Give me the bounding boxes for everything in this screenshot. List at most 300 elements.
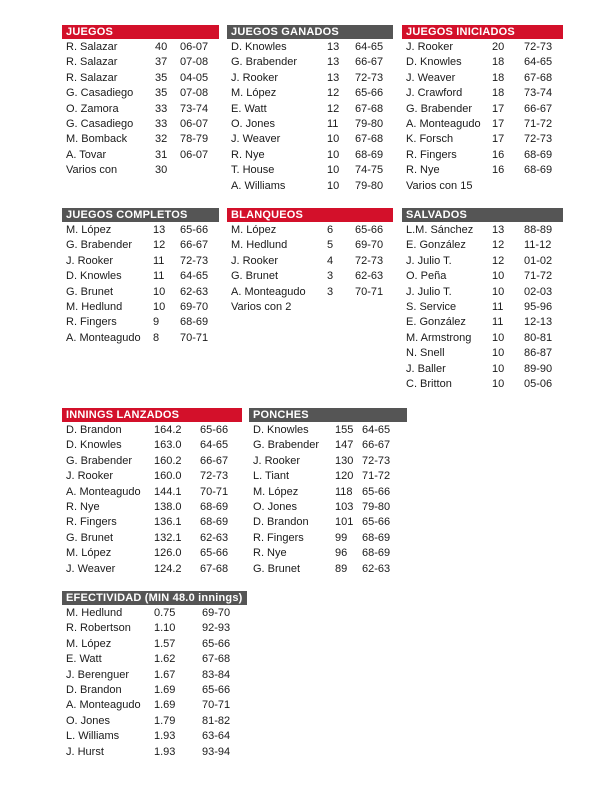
stat-value: 118	[335, 485, 353, 498]
stat-value: 160.0	[154, 470, 182, 483]
season: 72-73	[524, 41, 553, 53]
table-row	[62, 331, 219, 346]
table-row	[62, 71, 219, 86]
season: 67-68	[355, 102, 384, 115]
stat-value: 12	[492, 239, 505, 252]
player-name: G. Brabender	[66, 454, 133, 467]
stat-value: 37	[155, 56, 168, 69]
player-name: G. Casadiego	[66, 87, 134, 100]
stat-value: 12	[492, 254, 505, 267]
table-footer: Varios con 15	[406, 179, 473, 192]
table-row	[62, 223, 219, 238]
stat-value: 18	[492, 56, 505, 69]
stat-value: 10	[327, 148, 340, 161]
stat-value: 13	[327, 56, 340, 69]
season: 65-66	[202, 637, 231, 650]
stat-value: 1.79	[154, 714, 176, 727]
season: 86-87	[524, 347, 553, 360]
season: 06-07	[180, 41, 209, 53]
season: 64-65	[524, 56, 553, 69]
table-row	[62, 606, 247, 621]
season: 88-89	[524, 224, 553, 236]
season: 68-69	[362, 547, 391, 560]
player-name: G. Brunet	[253, 562, 301, 575]
table-row	[227, 86, 393, 101]
player-name: A. Monteagudo	[66, 699, 141, 712]
season: 83-84	[202, 668, 231, 681]
table-row	[402, 238, 563, 253]
season: 72-73	[362, 454, 391, 467]
table-row	[227, 71, 393, 86]
table-header: JUEGOS COMPLETOS	[62, 208, 219, 222]
season: 73-74	[524, 87, 553, 100]
table-row	[62, 637, 247, 652]
player-name: R. Salazar	[66, 56, 118, 69]
season: 71-72	[524, 117, 553, 130]
player-name: D. Knowles	[406, 56, 462, 69]
stat-value: 130	[335, 454, 354, 467]
table-row	[402, 40, 563, 55]
season: 66-67	[524, 102, 553, 115]
table-row	[227, 55, 393, 70]
season: 72-73	[180, 254, 209, 267]
stat-value: 124.2	[154, 562, 182, 575]
stat-value: 11	[327, 117, 339, 130]
player-name: J. Crawford	[406, 87, 463, 100]
table-row	[402, 117, 563, 132]
player-name: R. Fingers	[253, 531, 304, 544]
table-row	[402, 346, 563, 361]
stat-value: 120	[335, 470, 354, 483]
table-row	[62, 621, 247, 636]
table-row	[402, 362, 563, 377]
table-row	[62, 163, 219, 178]
stat-value: 18	[492, 71, 505, 84]
stat-value: 32	[155, 133, 168, 146]
season: 67-68	[202, 653, 231, 666]
table-row	[62, 55, 219, 70]
table-row	[402, 163, 563, 178]
table-row	[62, 546, 242, 561]
stat-value: 12	[327, 102, 340, 115]
player-name: T. House	[231, 164, 275, 177]
season: 64-65	[180, 270, 209, 283]
player-name: M. López	[231, 87, 277, 100]
player-name: G. Brabender	[66, 239, 133, 252]
table-row	[62, 683, 247, 698]
season: 68-69	[524, 148, 553, 161]
table-row	[227, 179, 393, 194]
player-name: J. Baller	[406, 362, 446, 375]
stat-table-salvados	[402, 208, 563, 392]
table-row	[62, 668, 247, 683]
season: 62-63	[200, 531, 229, 544]
season: 65-66	[362, 516, 391, 529]
season: 68-69	[362, 531, 391, 544]
season: 79-80	[355, 117, 384, 130]
player-name: A. Monteagudo	[66, 485, 141, 498]
stat-value: 10	[492, 362, 505, 375]
player-name: R. Nye	[66, 500, 100, 513]
season: 72-73	[524, 133, 553, 146]
stat-value: 96	[335, 547, 348, 560]
stat-value: 12	[153, 239, 166, 252]
stat-value: 10	[492, 285, 505, 298]
season: 07-08	[180, 56, 209, 69]
table-row	[402, 132, 563, 147]
stat-value: 13	[153, 224, 166, 236]
season: 06-07	[180, 148, 209, 161]
table-row	[402, 148, 563, 163]
table-row	[62, 300, 219, 315]
stat-value: 13	[327, 71, 340, 84]
season: 70-71	[200, 485, 229, 498]
table-row	[62, 269, 219, 284]
table-row	[62, 40, 219, 55]
season: 12-13	[524, 316, 553, 329]
table-header: BLANQUEOS	[227, 208, 393, 222]
player-name: G. Brunet	[231, 270, 279, 283]
table-row	[249, 423, 407, 438]
stat-value: 136.1	[154, 516, 182, 529]
player-name: M. Hedlund	[66, 607, 123, 619]
player-name: D. Knowles	[66, 270, 122, 283]
stat-value: 89	[335, 562, 348, 575]
stat-value: 1.67	[154, 668, 176, 681]
stat-value: 17	[492, 133, 505, 146]
stat-value: 11	[492, 300, 504, 313]
stat-value: 17	[492, 117, 505, 130]
player-name: N. Snell	[406, 347, 445, 360]
table-row	[402, 86, 563, 101]
player-name: J. Rooker	[406, 41, 454, 53]
player-name: R. Nye	[406, 164, 440, 177]
table-header: PONCHES	[249, 408, 407, 422]
table-row	[62, 652, 247, 667]
table-row	[402, 223, 563, 238]
stat-value: 16	[492, 164, 505, 177]
season: 64-65	[362, 424, 391, 436]
stat-value: 35	[155, 71, 168, 84]
player-name: R. Salazar	[66, 71, 118, 84]
player-name: A. Tovar	[66, 148, 107, 161]
table-row	[62, 698, 247, 713]
season: 66-67	[180, 239, 209, 252]
table-row	[227, 223, 393, 238]
stat-value: 5	[327, 239, 334, 252]
season: 66-67	[200, 454, 229, 467]
season: 95-96	[524, 300, 553, 313]
season: 67-68	[355, 133, 384, 146]
table-row	[249, 469, 407, 484]
season: 65-66	[355, 87, 384, 100]
stat-value: 1.69	[154, 683, 176, 696]
player-name: J. Hurst	[66, 745, 104, 758]
player-name: R. Fingers	[406, 148, 457, 161]
table-row	[62, 714, 247, 729]
season: 68-69	[200, 500, 229, 513]
table-row	[249, 562, 407, 577]
table-row	[227, 102, 393, 117]
stat-value: 10	[492, 270, 505, 283]
season: 65-66	[180, 224, 209, 236]
table-row	[62, 285, 219, 300]
table-row	[227, 117, 393, 132]
player-name: J. Berenguer	[66, 668, 129, 681]
player-name: G. Brabender	[253, 439, 320, 452]
stat-value: 103	[335, 500, 354, 513]
season: 70-71	[355, 285, 384, 298]
stat-table-juegos-iniciados	[402, 25, 563, 194]
table-row	[227, 238, 393, 253]
player-name: L.M. Sánchez	[406, 224, 474, 236]
player-name: A. Williams	[231, 179, 286, 192]
player-name: M. Hedlund	[66, 300, 123, 313]
season: 62-63	[355, 270, 384, 283]
player-name: E. Watt	[231, 102, 267, 115]
table-row	[402, 331, 563, 346]
season: 78-79	[180, 133, 209, 146]
player-name: J. Weaver	[66, 562, 116, 575]
season: 06-07	[180, 117, 209, 130]
player-name: D. Brandon	[253, 516, 309, 529]
table-row	[62, 729, 247, 744]
table-row	[62, 485, 242, 500]
season: 93-94	[202, 745, 231, 758]
stat-value: 16	[492, 148, 505, 161]
stat-table-efectividad	[62, 591, 247, 760]
season: 67-68	[200, 562, 229, 575]
table-row	[62, 438, 242, 453]
season: 80-81	[524, 331, 553, 344]
table-row	[249, 485, 407, 500]
stat-value: 10	[153, 285, 166, 298]
season: 73-74	[180, 102, 209, 115]
player-name: G. Casadiego	[66, 117, 134, 130]
player-name: J. Weaver	[406, 71, 456, 84]
stat-value: 40	[155, 41, 168, 53]
season: 79-80	[355, 179, 384, 192]
stat-table-innings-lanzados	[62, 408, 242, 577]
season: 79-80	[362, 500, 391, 513]
table-row	[402, 102, 563, 117]
player-name: M. López	[66, 224, 112, 236]
table-header: EFECTIVIDAD (MIN 48.0 innings)	[62, 591, 247, 605]
table-row	[249, 515, 407, 530]
player-name: D. Knowles	[253, 424, 309, 436]
table-row	[62, 562, 242, 577]
player-name: M. López	[253, 485, 299, 498]
season: 89-90	[524, 362, 553, 375]
season: 71-72	[362, 470, 391, 483]
table-row	[402, 269, 563, 284]
season: 65-66	[362, 485, 391, 498]
player-name: L. Tiant	[253, 470, 290, 483]
season: 63-64	[202, 730, 231, 743]
stat-value: 3	[327, 285, 334, 298]
player-name: A. Monteagudo	[231, 285, 306, 298]
table-row	[227, 148, 393, 163]
stat-value: 99	[335, 531, 348, 544]
player-name: O. Peña	[406, 270, 447, 283]
player-name: D. Knowles	[66, 439, 122, 452]
table-row	[249, 438, 407, 453]
player-name: R. Salazar	[66, 41, 118, 53]
table-row	[62, 469, 242, 484]
table-row	[227, 40, 393, 55]
player-name: J. Julio T.	[406, 254, 452, 267]
season: 72-73	[355, 254, 384, 267]
stat-value: 1.10	[154, 622, 176, 635]
player-name: M. López	[231, 224, 277, 236]
stat-value: 0.75	[154, 607, 176, 619]
stat-value: 164.2	[154, 424, 182, 436]
stat-value: 4	[327, 254, 334, 267]
stat-value: 10	[327, 133, 340, 146]
table-header: INNINGS LANZADOS	[62, 408, 242, 422]
player-name: M. López	[66, 637, 112, 650]
season: 81-82	[202, 714, 231, 727]
player-name: G. Brunet	[66, 285, 114, 298]
stat-value: 10	[492, 377, 505, 390]
table-row	[227, 285, 393, 300]
table-header: JUEGOS GANADOS	[227, 25, 393, 39]
season: 04-05	[180, 71, 209, 84]
season: 64-65	[355, 41, 384, 53]
stat-value: 11	[492, 316, 504, 329]
player-name: J. Rooker	[231, 254, 279, 267]
stat-value: 6	[327, 224, 334, 236]
season: 66-67	[355, 56, 384, 69]
stat-table-juegos-ganados	[227, 25, 393, 194]
season: 68-69	[180, 316, 209, 329]
table-row	[62, 745, 247, 760]
stat-value: 18	[492, 87, 505, 100]
stat-value: 126.0	[154, 547, 182, 560]
stat-value: 163.0	[154, 439, 182, 452]
stat-value: 35	[155, 87, 168, 100]
table-row	[227, 163, 393, 178]
player-name: J. Rooker	[66, 254, 114, 267]
player-name: R. Nye	[231, 148, 265, 161]
player-name: K. Forsch	[406, 133, 454, 146]
player-name: D. Brandon	[66, 424, 122, 436]
table-row	[249, 546, 407, 561]
season: 65-66	[200, 424, 229, 436]
table-row	[249, 500, 407, 515]
stat-value: 147	[335, 439, 354, 452]
stat-value: 101	[335, 516, 354, 529]
player-name: R. Robertson	[66, 622, 131, 635]
table-row	[62, 500, 242, 515]
stat-value: 10	[327, 164, 340, 177]
player-name: R. Fingers	[66, 316, 117, 329]
player-name: A. Monteagudo	[406, 117, 481, 130]
stat-value: 144.1	[154, 485, 182, 498]
player-name: M. López	[66, 547, 112, 560]
player-name: G. Brunet	[66, 531, 114, 544]
player-name: E. González	[406, 239, 466, 252]
player-name: J. Rooker	[231, 71, 279, 84]
stat-value: 33	[155, 102, 168, 115]
stat-value: 3	[327, 270, 334, 283]
table-row	[62, 102, 219, 117]
stat-value: 11	[153, 254, 165, 267]
player-name: O. Jones	[253, 500, 298, 513]
table-row	[402, 285, 563, 300]
stat-value: 9	[153, 316, 160, 329]
stat-value: 155	[335, 424, 354, 436]
table-row	[249, 531, 407, 546]
stat-table-ponches	[249, 408, 407, 577]
player-name: M. Armstrong	[406, 331, 472, 344]
player-name: G. Brabender	[406, 102, 473, 115]
player-name: J. Julio T.	[406, 285, 452, 298]
stat-value: 1.93	[154, 730, 176, 743]
stat-value: 11	[153, 270, 165, 283]
table-row	[227, 132, 393, 147]
player-name: O. Jones	[66, 714, 111, 727]
season: 70-71	[180, 331, 209, 344]
stat-table-juegos	[62, 25, 219, 179]
player-name: O. Jones	[231, 117, 276, 130]
player-name: J. Rooker	[253, 454, 301, 467]
stat-value: 12	[327, 87, 340, 100]
season: 68-69	[355, 148, 384, 161]
stat-value: 13	[327, 41, 340, 53]
player-name: J. Weaver	[231, 133, 281, 146]
player-name: J. Rooker	[66, 470, 114, 483]
season: 66-67	[362, 439, 391, 452]
table-row	[402, 300, 563, 315]
season: 65-66	[355, 224, 384, 236]
player-name: O. Zamora	[66, 102, 119, 115]
season: 69-70	[202, 607, 231, 619]
stat-value: 10	[327, 179, 340, 192]
season: 74-75	[355, 164, 384, 177]
season: 62-63	[180, 285, 209, 298]
table-row	[62, 315, 219, 330]
table-header: JUEGOS	[62, 25, 219, 39]
stat-value: 30	[155, 164, 168, 177]
table-row	[402, 315, 563, 330]
player-name: E. González	[406, 316, 466, 329]
table-row	[249, 454, 407, 469]
stat-value: 1.69	[154, 699, 176, 712]
table-row	[62, 454, 242, 469]
player-name: R. Fingers	[66, 516, 117, 529]
player-name: D. Knowles	[231, 41, 287, 53]
season: 02-03	[524, 285, 553, 298]
table-row	[62, 531, 242, 546]
player-name: G. Brabender	[231, 56, 298, 69]
table-header: SALVADOS	[402, 208, 563, 222]
player-name: D. Brandon	[66, 683, 122, 696]
stat-table-blanqueos	[227, 208, 393, 315]
table-row	[62, 515, 242, 530]
season: 67-68	[524, 71, 553, 84]
season: 11-12	[524, 239, 552, 252]
season: 07-08	[180, 87, 209, 100]
table-row	[62, 117, 219, 132]
stat-value: 33	[155, 117, 168, 130]
table-row	[62, 132, 219, 147]
season: 01-02	[524, 254, 553, 267]
table-row	[62, 86, 219, 101]
stat-value: 132.1	[154, 531, 182, 544]
stat-value: 13	[492, 224, 505, 236]
season: 65-66	[202, 683, 231, 696]
